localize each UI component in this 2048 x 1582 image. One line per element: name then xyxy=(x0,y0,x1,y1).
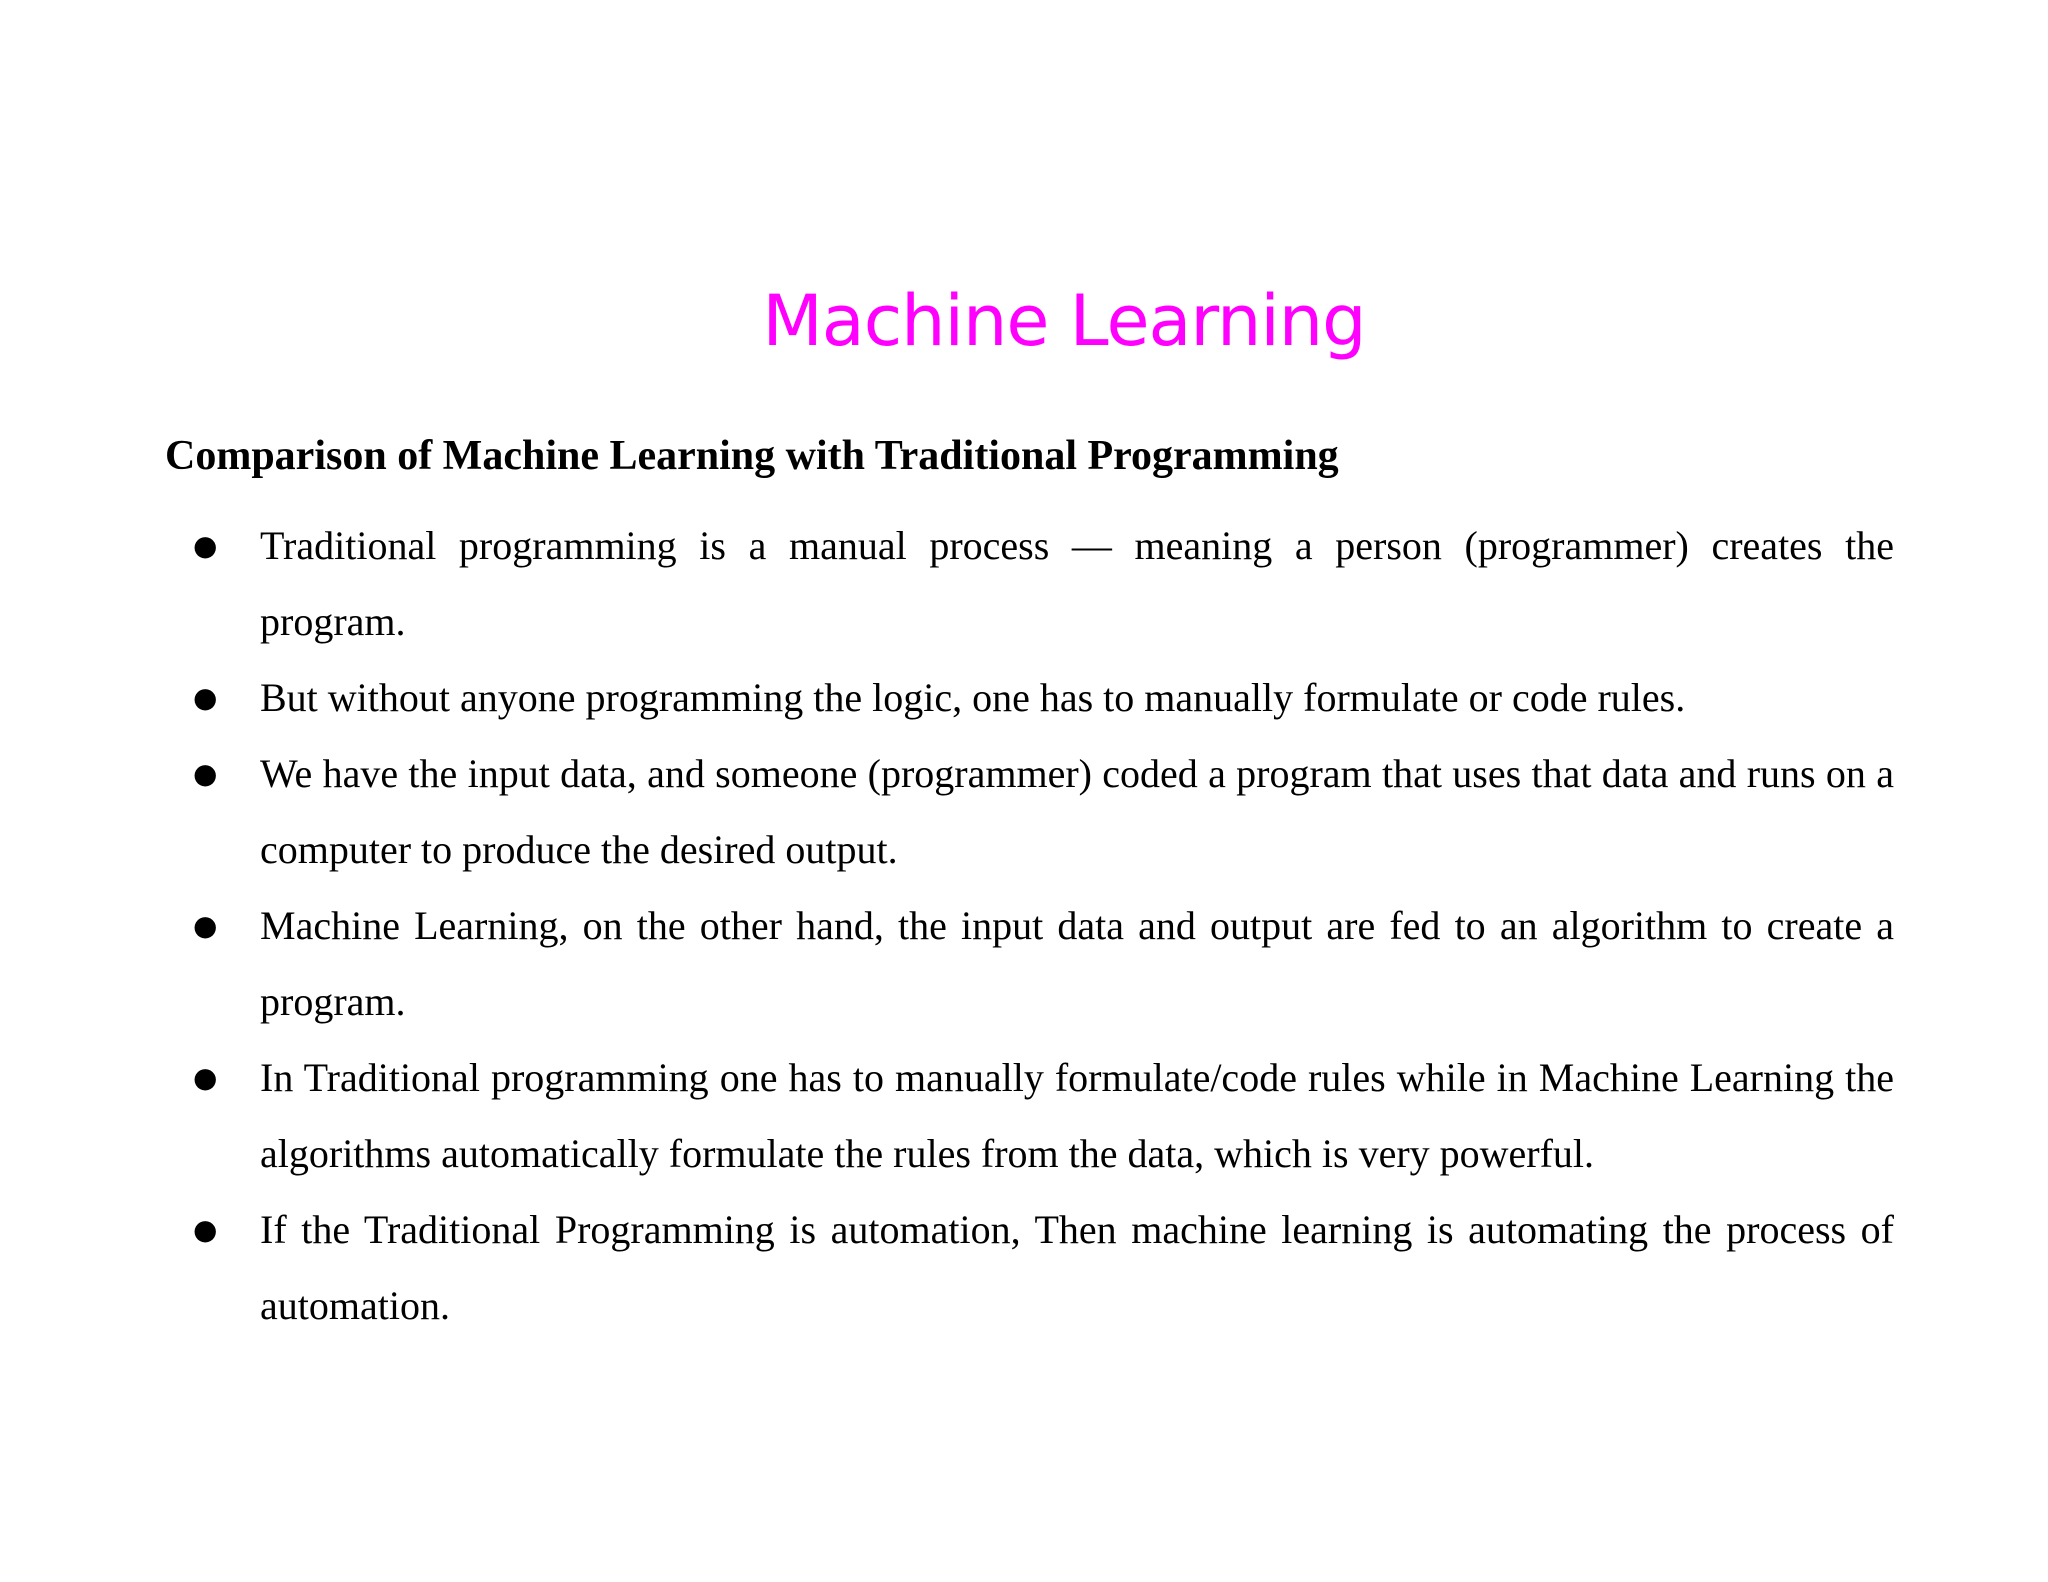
page-title: Machine Learning xyxy=(762,280,1366,362)
bullet-icon: ● xyxy=(193,909,218,942)
bullet-text: In Traditional programming one has to manually formulate/code rules while in Machine Learning the algorithms automatically formulate the rules from the data, which is very powerful. xyxy=(260,1055,1894,1176)
list-item xyxy=(0,660,2048,736)
bullet-text: If the Traditional Programming is automation, Then machine learning is automating the process of automation. xyxy=(260,1207,1894,1328)
list-item xyxy=(0,1192,2048,1344)
bullet-text: Machine Learning, on the other hand, the input data and output are fed to an algorithm to create a program. xyxy=(260,903,1894,1024)
bullet-text: We have the input data, and someone (programmer) coded a program that uses that data and runs on a computer to produce the desired output. xyxy=(260,751,1894,872)
list-item xyxy=(0,508,2048,660)
list-item xyxy=(0,888,2048,1040)
list-item xyxy=(0,736,2048,888)
bullet-text: But without anyone programming the logic, one has to manually formulate or code rules. xyxy=(260,675,1686,720)
bullet-text: Traditional programming is a manual process — meaning a person (programmer) creates the program. xyxy=(260,523,1894,644)
bullet-icon: ● xyxy=(193,1213,218,1246)
section-heading: Comparison of Machine Learning with Traditional Programming xyxy=(165,433,1339,479)
list-item xyxy=(0,1040,2048,1192)
bullet-icon: ● xyxy=(193,1061,218,1094)
bullet-icon: ● xyxy=(193,529,218,562)
bullet-list xyxy=(0,508,2048,1344)
bullet-icon: ● xyxy=(193,757,218,790)
bullet-icon: ● xyxy=(193,681,218,714)
